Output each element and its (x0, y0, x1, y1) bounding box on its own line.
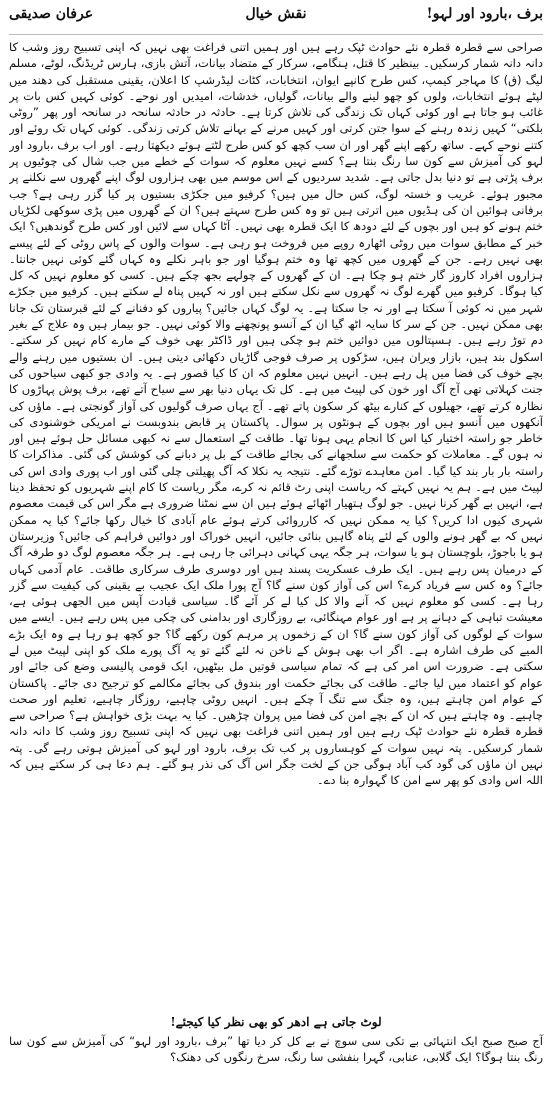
article-body (9, 39, 543, 1014)
article-title: برف ،بارود اور لہو! (426, 6, 543, 22)
verse-line: لوٹ جاتی ہے ادھر کو بھی نظر کیا کیجئے! (170, 1015, 382, 1029)
column-header (9, 6, 543, 35)
column-name: نقش خیال (245, 6, 307, 22)
body-paragraph: صراحی سے قطرہ قطرہ نئے حوادث ٹپک رہے ہیں اور ہمیں اتنی فراغت بھی نہیں کہ اپنی تسبیح روز وشب کا دانہ دانہ شمار کرسکیں۔ بینظیر کا قتل، ہنگامے، سرکار کے متضاد بیانات، آتش بازی، ہارس ٹریڈنگ، لوٹے، مسلم لیگ (ق) کا مہاجر کیمپ، کس طرح کانپے ایوان، انتخابات، کٹات لیڈرشپ کا اعلان، یقینی مستقبل کی دھند میں لپٹے ہوئے انتخابات، ولوں کو چھو لینے والے بیانات، گولیاں، خدشات، امیدیں اور نوحے۔ کوئی کہیں کس بات پر غائب ہو جاتا ہے اور کوئی کہاں تک زندگی کی تلاش کرتا ہے۔ حادثہ در حادثہ سانحہ در سانحہ اور پھر ”روٹی بلکتی“ کہیں زندہ رہنے کے سوا جتن کرتی اور کہیں مرنے کے بہانے تلاش کرتی زندگی۔ کوئی کہاں تک روئے اور کتنے نوحے کہے۔ ساتھ رکھے اپنے گھر اور ان سب کچھ کو کس طرح لٹتے ہوئے دیکھتا رہے۔ اور اب برف ،بارود اور لہو کی آمیزش سے کون سا رنگ بنتا ہے؟ کسے نہیں معلوم کہ سوات کے خطے میں جب شال کی چوٹیوں پر برف پڑتی ہے تو دنیا بدل جاتی ہے۔ شدید سردیوں کے اس موسم میں بھی ہزاروں لوگ اپنے گھروں سے نکلنے پر مجبور ہوئے۔ غریب و خستہ لوگ، کس حال میں ہیں؟ کرفیو میں جکڑی بستیوں پر کیا گزر رہی ہے؟ جب برفانی ہوائیں ان کی ہڈیوں میں اترتی ہیں تو وہ کس طرح سہتے ہیں؟ ان کے گھروں میں پڑی سوکھی لکڑیاں ختم ہونے کو ہیں اور بچوں کے لئے دودھ کا ایک قطرہ بھی نہیں۔ آٹا کہاں سے لائیں اور کس طرح گوندھیں؟ ایک خبر کے مطابق سوات میں روٹی اٹھارہ روپے میں فروخت ہو رہی ہے۔ سوات والوں کے پاس روٹی کے لئے پیسے بھی نہیں رہے۔ جن کے گھروں میں کچھ تھا وہ ختم ہوگیا اور جو باہر نکلے وہ کہاں گئے کوئی نہیں جانتا۔ ہزاروں افراد کاروز گار ختم ہو چکا ہے۔ ان کے گھروں کے چولہے بجھ چکے ہیں۔ کسی کو معلوم نہیں کہ کل کیا ہوگا۔ کرفیو میں گھرے لوگ نہ گھروں سے نکل سکتے ہیں اور نہ کہیں پناہ لے سکتے ہیں۔ کرفیو میں جکڑے شہر میں نہ کوئی آ سکتا ہے اور نہ جا سکتا ہے۔ یہ لوگ کہاں جائیں؟ پیاروں کو دفنانے کے لئے قبرستان تک جانا بھی ممکن نہیں۔ جن کے سر کا سایہ اٹھ گیا ان کے آنسو پونچھنے والا کوئی نہیں۔ جو بیمار ہیں وہ علاج کے بغیر دم توڑ رہے ہیں۔ ہسپتالوں میں دوائیں ختم ہو چکی ہیں اور ڈاکٹر بھی خوف کے مارے کام نہیں کر سکتے۔ اسکول بند ہیں، بازار ویران ہیں، سڑکوں پر صرف فوجی گاڑیاں دکھائی دیتی ہیں۔ ان بستیوں میں رہنے والے بچے خوف کی فضا میں پل رہے ہیں۔ انہیں نہیں معلوم کہ ان کا کیا قصور ہے۔ یہ وادی جو کبھی سیاحوں کی جنت کہلاتی تھی آج آگ اور خون کی لپیٹ میں ہے۔ کل تک یہاں دنیا بھر سے سیاح آتے تھے، برف پوش پہاڑوں کا نظارہ کرتے تھے، جھیلوں کے کنارے بیٹھ کر سکون پاتے تھے۔ آج یہاں صرف گولیوں کی آواز گونجتی ہے۔ ماؤں کی آنکھوں میں آنسو ہیں اور بچوں کے ہونٹوں پر سوال۔ پاکستان پر قابض بندوبست نے امریکی خوشنودی کی خاطر جو راستہ اختیار کیا اس کا انجام یہی ہونا تھا۔ طاقت کے استعمال سے نہ کبھی مسائل حل ہوئے ہیں اور نہ ہوں گے۔ معاملات کو حکمت سے سلجھانے کی بجائے طاقت کے بل پر دبانے کی کوشش کی گئی۔ مذاکرات کا راستہ بار بار بند کیا گیا۔ امن معاہدے توڑے گئے۔ نتیجہ یہ نکلا کہ آگ پھیلتی چلی گئی اور اب پوری وادی اس کی لپیٹ میں ہے۔ ہم یہ نہیں کہتے کہ ریاست اپنی رٹ قائم نہ کرے، مگر ریاست کا کام اپنے شہریوں کو تحفظ دینا ہے، انہیں بے گھر کرنا نہیں۔ جو لوگ ہتھیار اٹھائے ہوئے ہیں ان سے نمٹنا ضروری ہے مگر اس کی قیمت معصوم شہری کیوں ادا کریں؟ کیا یہ ممکن نہیں کہ کارروائی کرتے ہوئے عام آبادی کا خیال رکھا جائے؟ کیا یہ ممکن نہیں کہ بے گھر ہونے والوں کے لئے پناہ گاہیں بنائی جائیں، انہیں خوراک اور دوائیں فراہم کی جائیں؟ وزیرستان ہو یا باجوڑ، بلوچستان ہو یا سوات، ہر جگہ یہی کہانی دہرائی جا رہی ہے۔ ہر جگہ معصوم لوگ دو طرفہ آگ کے درمیان پس رہے ہیں۔ ایک طرف عسکریت پسند ہیں اور دوسری طرف سرکاری طاقت۔ عام آدمی کہاں جائے؟ وہ کس سے فریاد کرے؟ اس کی آواز کون سنے گا؟ آج پورا ملک ایک عجیب بے یقینی کی کیفیت سے گزر رہا ہے۔ کسی کو معلوم نہیں کہ آنے والا کل کیا لے کر آئے گا۔ سیاسی قیادت آپس میں الجھی ہوئی ہے، معیشت تباہی کے دہانے پر ہے اور عوام مہنگائی، بے روزگاری اور بدامنی کی چکی میں پس رہے ہیں۔ ایسے میں سوات کے لوگوں کی آواز کون سنے گا؟ ان کے زخموں پر مرہم کون رکھے گا؟ جو کچھ ہو رہا ہے وہ ایک بڑے المیے کی طرف اشارہ ہے۔ اگر اب بھی ہوش کے ناخن نہ لئے گئے تو یہ آگ پورے ملک کو اپنی لپیٹ میں لے سکتی ہے۔ ضرورت اس امر کی ہے کہ تمام سیاسی قوتیں مل بیٹھیں، ایک قومی پالیسی وضع کی جائے اور عوام کو اعتماد میں لیا جائے۔ طاقت کی بجائے حکمت اور بندوق کی بجائے مکالمے کو ترجیح دی جائے۔ پاکستان کے عوام امن چاہتے ہیں، وہ جنگ سے تنگ آ چکے ہیں۔ انہیں روٹی چاہیے، روزگار چاہیے، تعلیم اور صحت چاہیے۔ وہ چاہتے ہیں کہ ان کے بچے امن کی فضا میں پروان چڑھیں۔ کیا یہ بہت بڑی خواہش ہے؟ صراحی سے قطرہ قطرہ نئے حوادث ٹپک رہے ہیں اور ہمیں اتنی فراغت بھی نہیں کہ اپنی تسبیح روز وشب کا دانہ دانہ شمار کرسکیں۔ پتہ نہیں سوات کے کوہساروں پر کب تک برف، بارود اور لہو کی آمیزش ہوتی رہے گی۔ پتہ نہیں ان ماؤں کی گود کب آباد ہوگی جن کے لخت جگر اس آگ کی نذر ہو گئے۔ ہم دعا ہی کر سکتے ہیں کہ اللہ اس وادی کو پھر سے امن کا گہوارہ بنا دے۔ (9, 40, 543, 788)
author-name: عرفان صدیقی (9, 6, 94, 22)
closing-paragraph: آج صبح صبح ایک انتہائی بے تکی سی سوچ نے بے کل کر دیا تھا ”برف ،بارود اور لہو“ کی آمیزش سے کون سا رنگ بنتا ہوگا؟ ایک گلابی، عنابی، گہرا بنفشی سا رنگ، سرخ رنگوں کی دھنک؟ (9, 1034, 543, 1065)
